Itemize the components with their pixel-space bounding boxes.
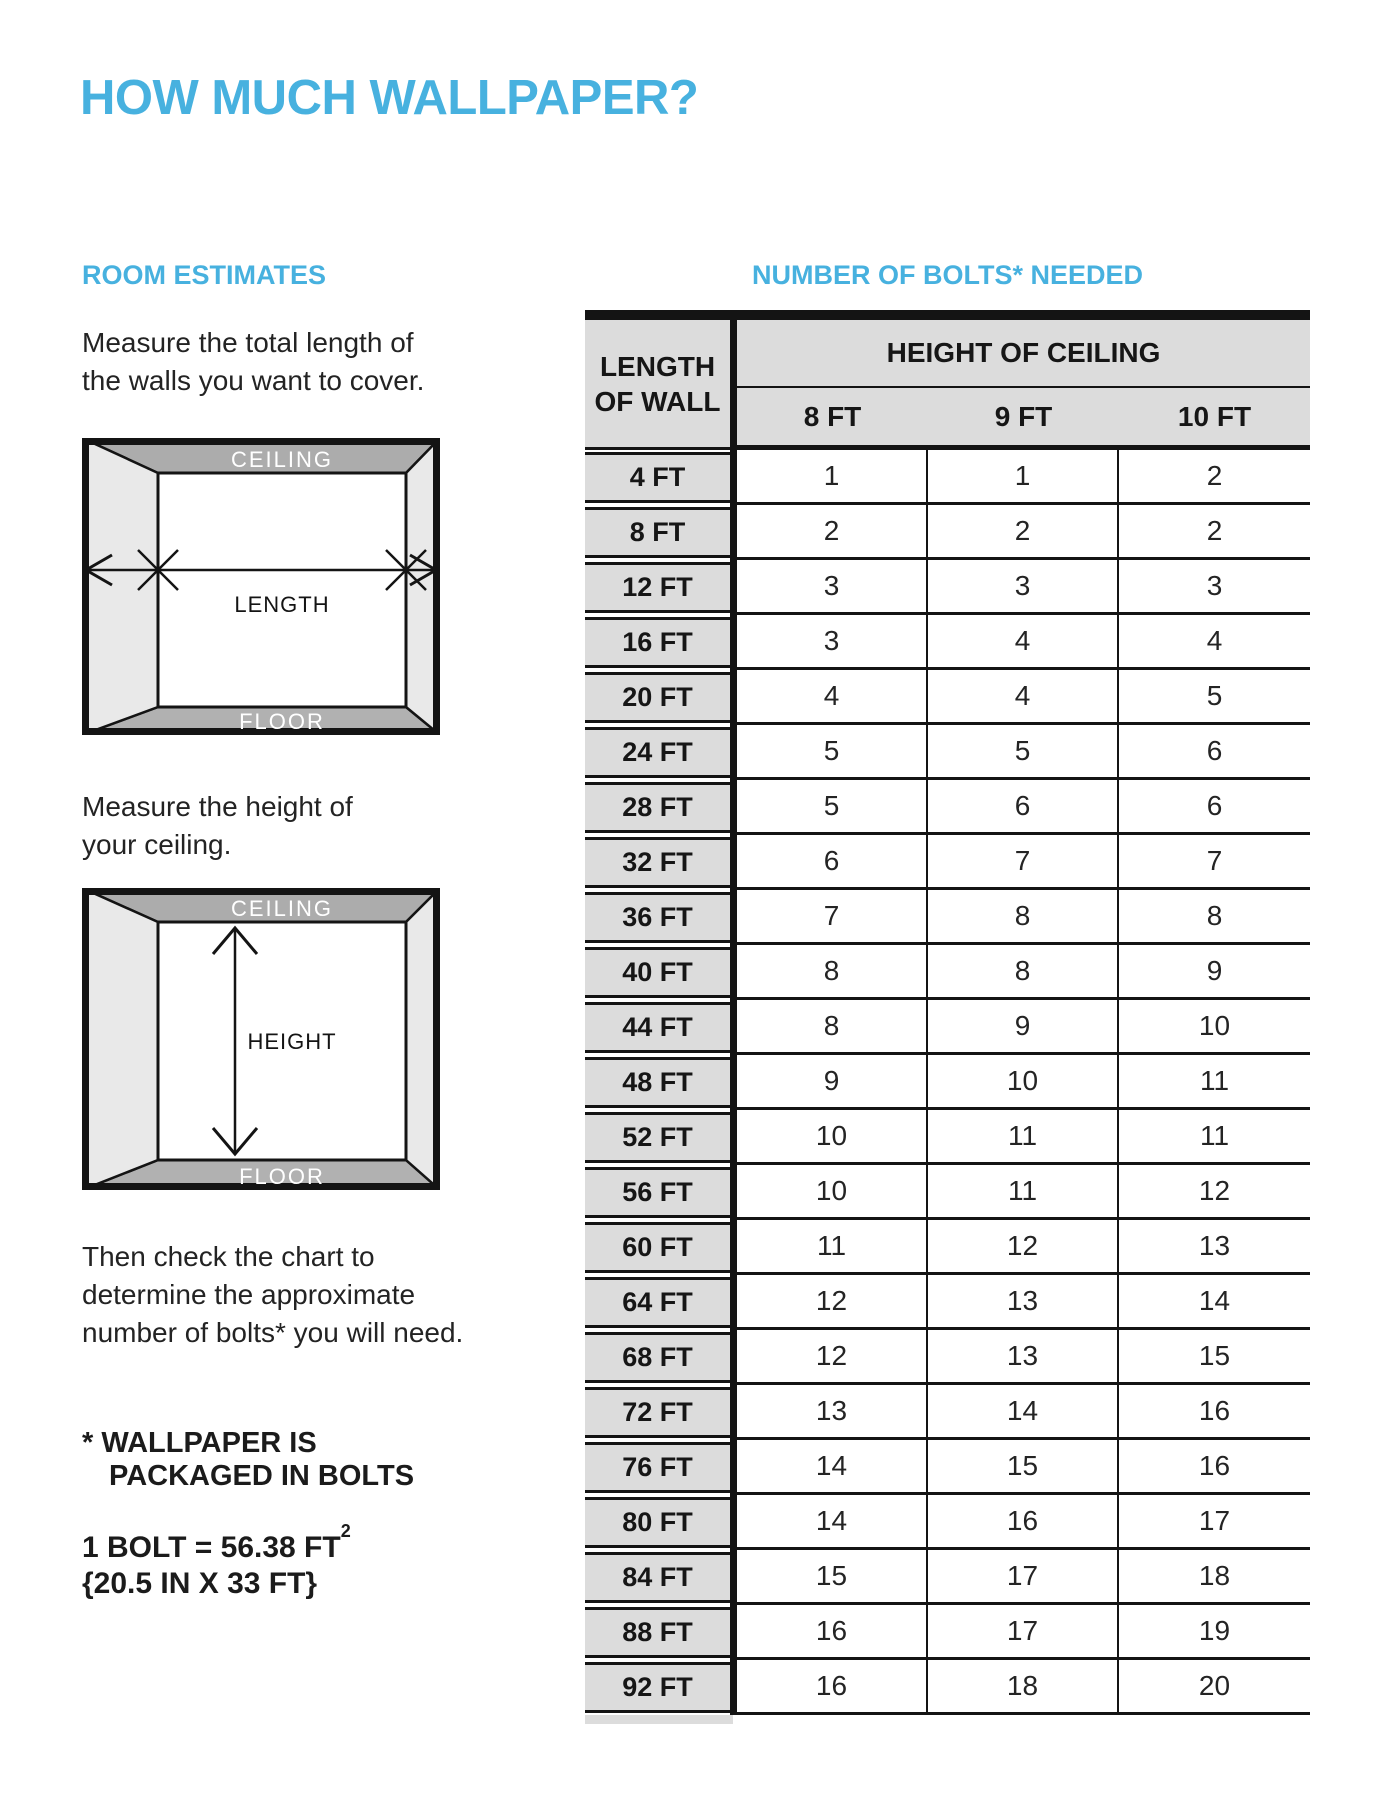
bolts-cell-8ft: 5 xyxy=(737,725,928,780)
bolts-needed-heading: NUMBER OF BOLTS* NEEDED xyxy=(751,260,1143,290)
table-row-label-cell xyxy=(585,890,730,945)
column-header-10ft: 10 FT xyxy=(1119,388,1310,450)
table-row-label-cell xyxy=(585,1495,730,1550)
wallpaper-packaging-note xyxy=(82,1427,414,1493)
table-row-label-cell xyxy=(585,615,730,670)
bolts-cell-9ft: 9 xyxy=(928,1000,1119,1055)
wall-length-label: 92 FT xyxy=(585,1662,730,1713)
table-row-label-cell xyxy=(585,1330,730,1385)
bolts-cell-10ft: 11 xyxy=(1119,1110,1310,1165)
left-wall xyxy=(82,888,158,1190)
bolt-size-line1: 1 BOLT = 56.38 FT xyxy=(82,1531,341,1564)
bolts-cell-10ft: 10 xyxy=(1119,1000,1310,1055)
bolts-cell-9ft: 11 xyxy=(928,1165,1119,1220)
header-line: LENGTH xyxy=(599,350,716,382)
bolts-cell-10ft: 19 xyxy=(1119,1605,1310,1660)
bolts-cell-8ft: 11 xyxy=(737,1220,928,1275)
bolts-cell-9ft: 4 xyxy=(928,670,1119,725)
bolts-cell-9ft: 13 xyxy=(928,1275,1119,1330)
bolts-cell-9ft: 8 xyxy=(928,945,1119,1000)
table-row-label-cell xyxy=(585,1275,730,1330)
table-row-label-cell xyxy=(585,1550,730,1605)
instruction-check-chart xyxy=(82,1238,463,1352)
bolts-cell-9ft: 3 xyxy=(928,560,1119,615)
height-label: HEIGHT xyxy=(247,1029,337,1054)
bolts-cell-8ft: 12 xyxy=(737,1330,928,1385)
bolts-cell-8ft: 14 xyxy=(737,1495,928,1550)
table-row-label-cell xyxy=(585,1165,730,1220)
table-row-label-cell xyxy=(585,1110,730,1165)
wall-length-label: 64 FT xyxy=(585,1277,730,1328)
table-row-label-cell xyxy=(585,780,730,835)
bolts-cell-9ft: 15 xyxy=(928,1440,1119,1495)
bolts-cell-9ft: 11 xyxy=(928,1110,1119,1165)
bolts-cell-9ft: 5 xyxy=(928,725,1119,780)
back-wall xyxy=(158,473,406,707)
bolts-cell-10ft: 3 xyxy=(1119,560,1310,615)
bolts-table xyxy=(585,310,1310,1715)
table-divider-bar xyxy=(730,320,737,1715)
bolts-cell-8ft: 3 xyxy=(737,560,928,615)
wall-length-label: 84 FT xyxy=(585,1552,730,1603)
page-title: HOW MUCH WALLPAPER? xyxy=(80,71,699,125)
bolts-cell-10ft: 6 xyxy=(1119,780,1310,835)
bolts-cell-9ft: 4 xyxy=(928,615,1119,670)
bolts-cell-10ft: 16 xyxy=(1119,1440,1310,1495)
bolts-cell-8ft: 7 xyxy=(737,890,928,945)
bolts-cell-10ft: 2 xyxy=(1119,505,1310,560)
table-row-label-cell xyxy=(585,725,730,780)
bolts-cell-10ft: 12 xyxy=(1119,1165,1310,1220)
bolts-cell-9ft: 13 xyxy=(928,1330,1119,1385)
bolts-cell-9ft: 18 xyxy=(928,1660,1119,1715)
table-row-label-cell xyxy=(585,670,730,725)
floor-label: FLOOR xyxy=(239,1164,325,1189)
bolts-cell-10ft: 14 xyxy=(1119,1275,1310,1330)
bolts-cell-8ft: 8 xyxy=(737,945,928,1000)
bolts-cell-9ft: 12 xyxy=(928,1220,1119,1275)
bolts-cell-8ft: 4 xyxy=(737,670,928,725)
bolts-cell-8ft: 12 xyxy=(737,1275,928,1330)
bolts-cell-8ft: 8 xyxy=(737,1000,928,1055)
bolts-cell-8ft: 2 xyxy=(737,505,928,560)
bolts-cell-8ft: 10 xyxy=(737,1110,928,1165)
bolts-cell-9ft: 6 xyxy=(928,780,1119,835)
instruction-line: the walls you want to cover. xyxy=(82,365,425,396)
instruction-line: Measure the height of xyxy=(82,791,353,822)
bolts-cell-8ft: 6 xyxy=(737,835,928,890)
table-row-label-cell xyxy=(585,1660,730,1715)
instruction-measure-length xyxy=(82,324,424,400)
bolts-cell-10ft: 4 xyxy=(1119,615,1310,670)
wall-length-label: 60 FT xyxy=(585,1222,730,1273)
wall-length-label: 20 FT xyxy=(585,672,730,723)
bolts-cell-10ft: 9 xyxy=(1119,945,1310,1000)
table-row-label-cell xyxy=(585,450,730,505)
column-header-8ft: 8 FT xyxy=(737,388,928,450)
bolts-cell-8ft: 16 xyxy=(737,1605,928,1660)
left-wall xyxy=(82,438,158,735)
bolts-cell-9ft: 7 xyxy=(928,835,1119,890)
wall-length-label: 48 FT xyxy=(585,1057,730,1108)
table-row-label-cell xyxy=(585,945,730,1000)
bolts-cell-8ft: 15 xyxy=(737,1550,928,1605)
table-row-label-cell xyxy=(585,835,730,890)
bolts-cell-8ft: 16 xyxy=(737,1660,928,1715)
height-of-ceiling-header: HEIGHT OF CEILING xyxy=(737,320,1310,388)
wall-length-label: 72 FT xyxy=(585,1387,730,1438)
length-of-wall-header xyxy=(585,320,730,450)
wall-length-label: 4 FT xyxy=(585,452,730,503)
bolts-cell-10ft: 7 xyxy=(1119,835,1310,890)
room-height-diagram xyxy=(82,888,440,1190)
bolts-cell-8ft: 13 xyxy=(737,1385,928,1440)
wall-length-label: 24 FT xyxy=(585,727,730,778)
bolts-cell-8ft: 5 xyxy=(737,780,928,835)
floor-label: FLOOR xyxy=(239,709,325,734)
ceiling-label: CEILING xyxy=(230,447,334,472)
wall-length-label: 88 FT xyxy=(585,1607,730,1658)
bolts-cell-9ft: 2 xyxy=(928,505,1119,560)
table-row-label-cell xyxy=(585,505,730,560)
wall-length-label: 68 FT xyxy=(585,1332,730,1383)
instruction-line: Then check the chart to xyxy=(82,1241,375,1272)
bolts-cell-10ft: 20 xyxy=(1119,1660,1310,1715)
bolts-cell-10ft: 15 xyxy=(1119,1330,1310,1385)
bolts-cell-9ft: 17 xyxy=(928,1605,1119,1660)
instruction-line: your ceiling. xyxy=(82,829,232,860)
ceiling-label: CEILING xyxy=(230,896,334,921)
wall-length-label: 12 FT xyxy=(585,562,730,613)
bolts-cell-9ft: 10 xyxy=(928,1055,1119,1110)
instruction-measure-height xyxy=(82,788,353,864)
bolts-cell-9ft: 1 xyxy=(928,450,1119,505)
bolts-cell-8ft: 3 xyxy=(737,615,928,670)
instruction-line: Measure the total length of xyxy=(82,327,414,358)
bolts-cell-10ft: 11 xyxy=(1119,1055,1310,1110)
bolts-cell-8ft: 1 xyxy=(737,450,928,505)
instruction-line: determine the approximate xyxy=(82,1279,416,1310)
wall-length-label: 76 FT xyxy=(585,1442,730,1493)
bolts-cell-9ft: 14 xyxy=(928,1385,1119,1440)
column-header-9ft: 9 FT xyxy=(928,388,1119,450)
table-row-label-cell xyxy=(585,1605,730,1660)
header-line: OF WALL xyxy=(594,385,721,417)
instruction-line: number of bolts* you will need. xyxy=(82,1317,464,1348)
wall-length-label: 36 FT xyxy=(585,892,730,943)
bolts-cell-10ft: 17 xyxy=(1119,1495,1310,1550)
bolt-size-superscript: 2 xyxy=(340,1521,351,1541)
table-row-label-cell xyxy=(585,1055,730,1110)
table-row-label-cell xyxy=(585,1440,730,1495)
room-length-diagram xyxy=(82,438,440,735)
bolts-cell-8ft: 9 xyxy=(737,1055,928,1110)
bolts-cell-8ft: 10 xyxy=(737,1165,928,1220)
bolt-size-note xyxy=(82,1522,351,1602)
length-label: LENGTH xyxy=(234,592,330,617)
bolt-size-line2: {20.5 IN X 33 FT} xyxy=(82,1567,318,1600)
bolts-cell-10ft: 8 xyxy=(1119,890,1310,945)
wall-length-label: 16 FT xyxy=(585,617,730,668)
wall-length-label: 40 FT xyxy=(585,947,730,998)
bolts-cell-10ft: 18 xyxy=(1119,1550,1310,1605)
wall-length-label: 8 FT xyxy=(585,507,730,558)
table-row-label-cell xyxy=(585,560,730,615)
wall-length-label: 28 FT xyxy=(585,782,730,833)
table-bottom-strip xyxy=(585,1715,733,1724)
wall-length-label: 80 FT xyxy=(585,1497,730,1548)
bolts-cell-10ft: 5 xyxy=(1119,670,1310,725)
table-row-label-cell xyxy=(585,1385,730,1440)
bolts-cell-10ft: 16 xyxy=(1119,1385,1310,1440)
note-line: PACKAGED IN BOLTS xyxy=(109,1460,415,1492)
wall-length-label: 32 FT xyxy=(585,837,730,888)
table-row-label-cell xyxy=(585,1220,730,1275)
bolts-cell-9ft: 16 xyxy=(928,1495,1119,1550)
bolts-cell-10ft: 13 xyxy=(1119,1220,1310,1275)
note-line: * WALLPAPER IS xyxy=(82,1427,317,1459)
table-row-label-cell xyxy=(585,1000,730,1055)
bolts-cell-9ft: 17 xyxy=(928,1550,1119,1605)
bolts-cell-9ft: 8 xyxy=(928,890,1119,945)
bolts-cell-10ft: 6 xyxy=(1119,725,1310,780)
wall-length-label: 44 FT xyxy=(585,1002,730,1053)
bolts-cell-8ft: 14 xyxy=(737,1440,928,1495)
bolts-cell-10ft: 2 xyxy=(1119,450,1310,505)
room-estimates-heading: ROOM ESTIMATES xyxy=(82,260,327,290)
wall-length-label: 52 FT xyxy=(585,1112,730,1163)
wall-length-label: 56 FT xyxy=(585,1167,730,1218)
